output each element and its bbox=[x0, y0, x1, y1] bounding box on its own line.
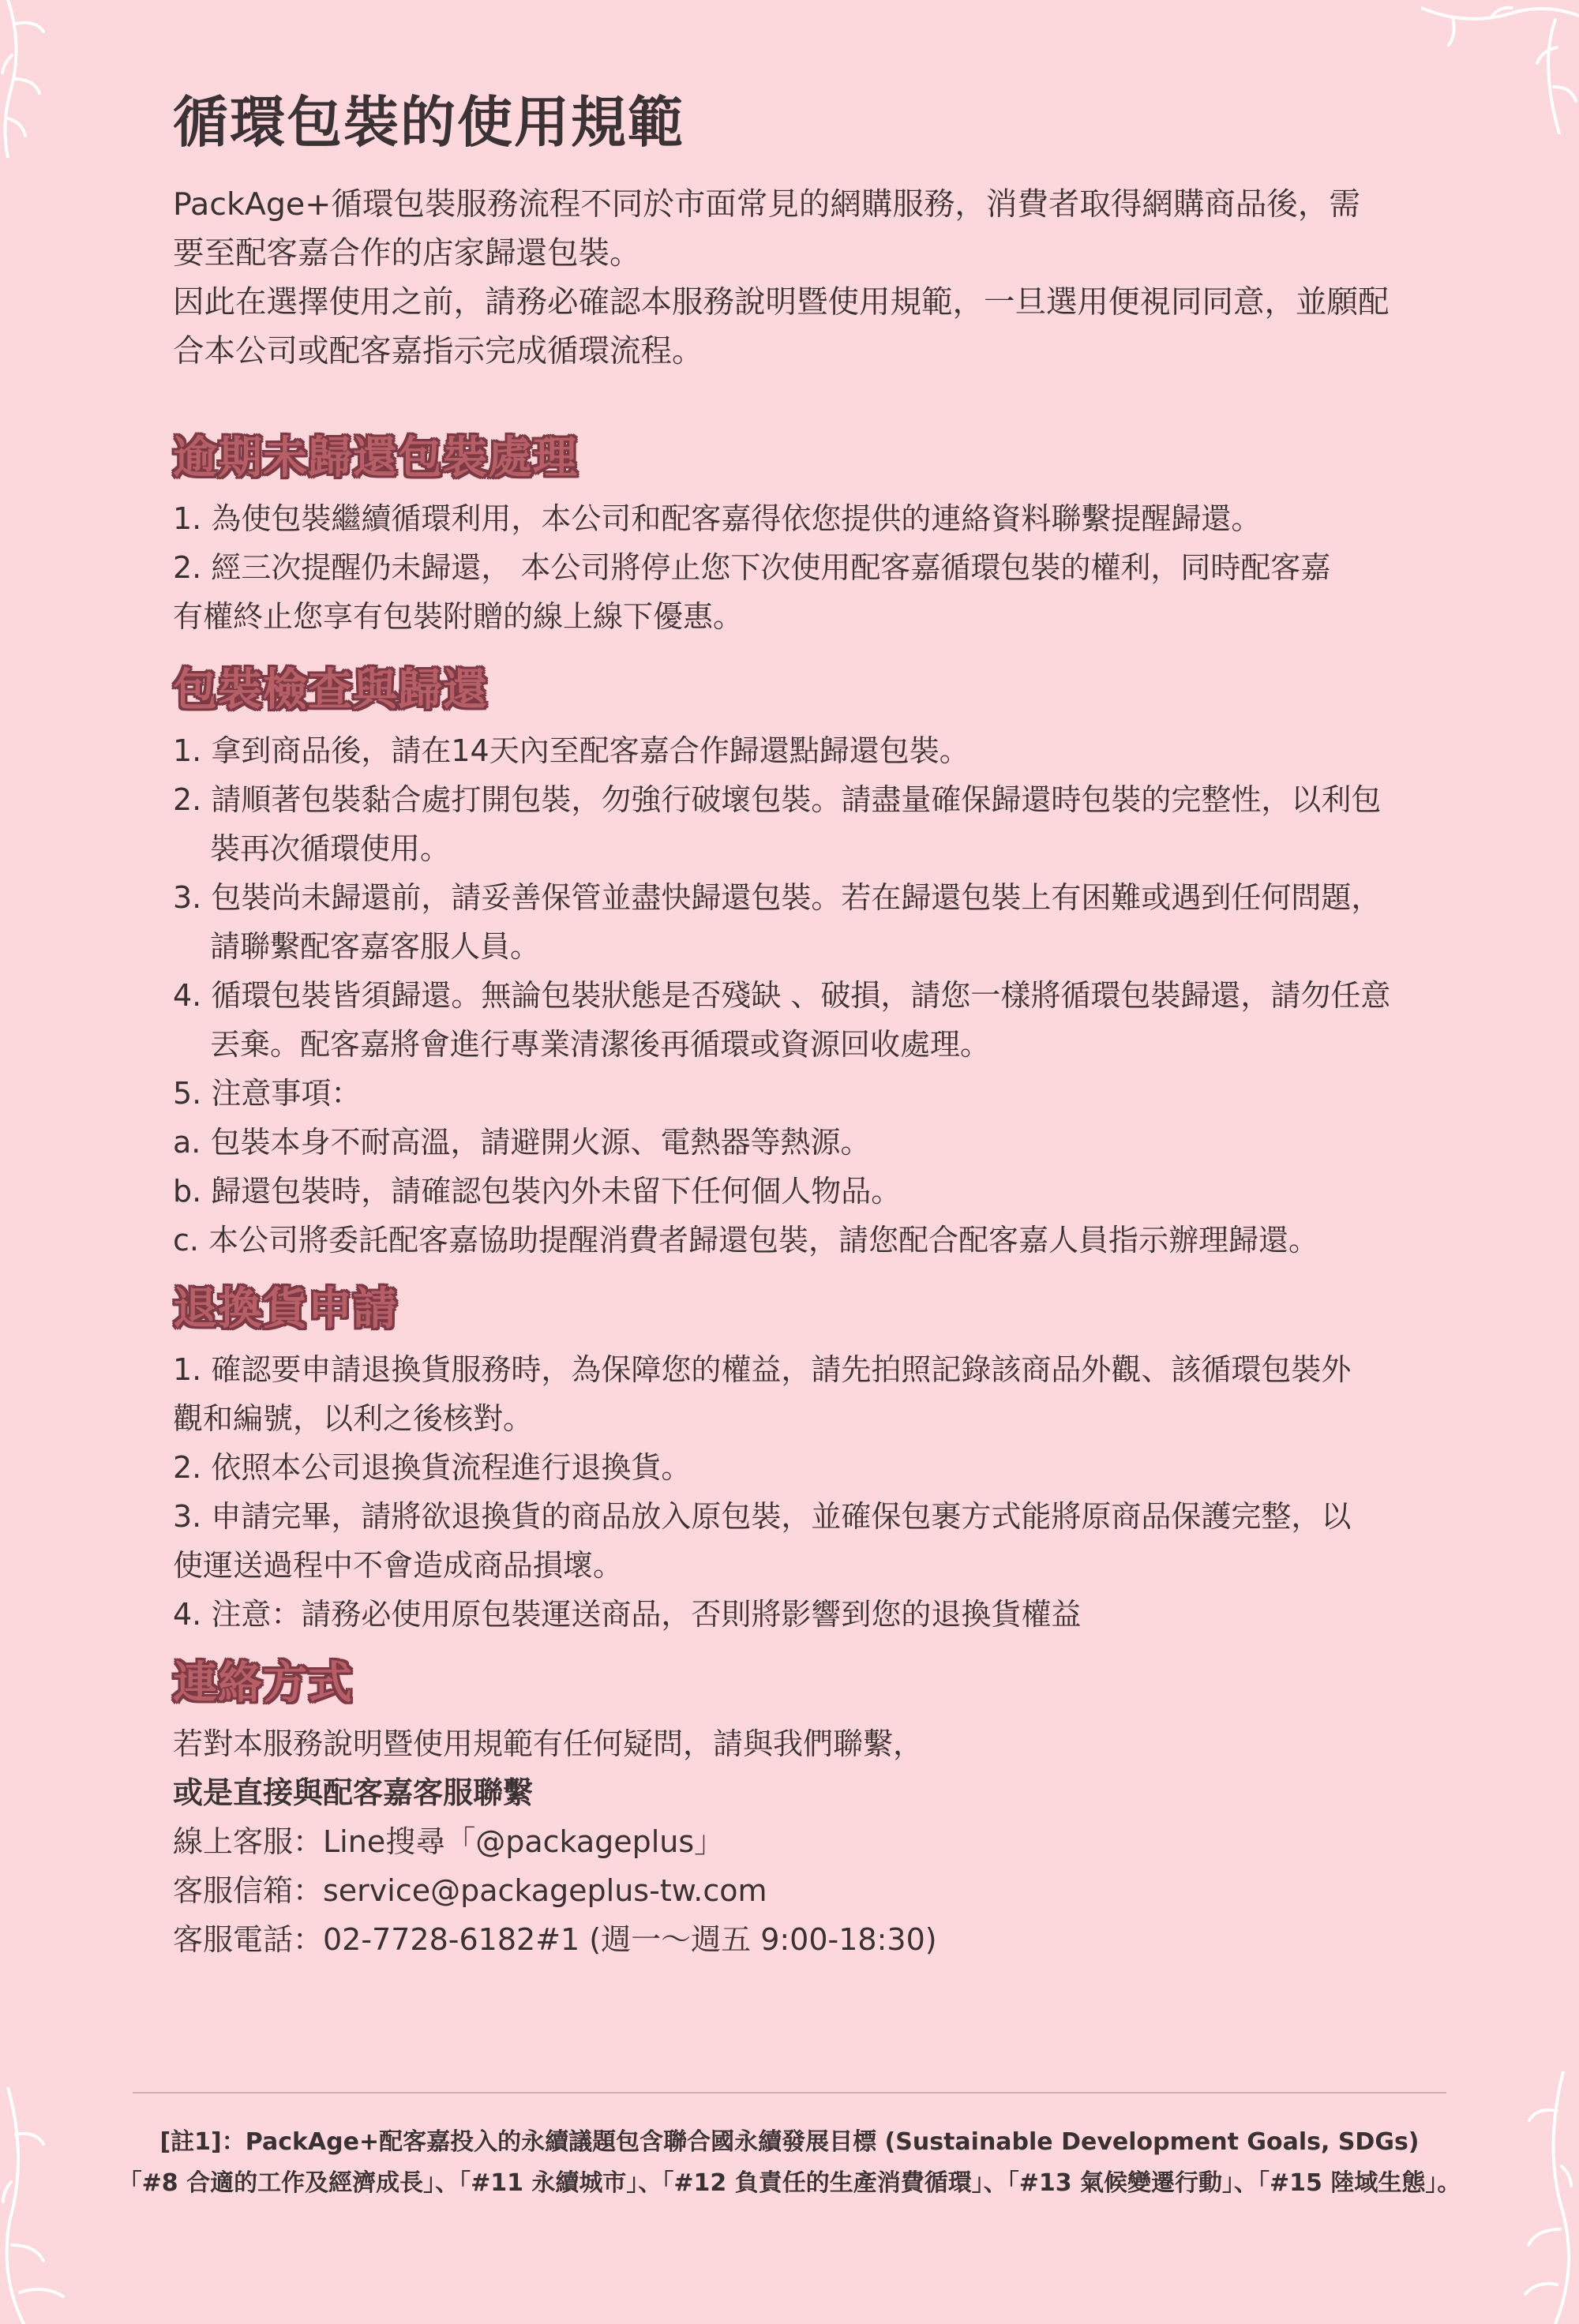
contact-line: 或是直接與配客嘉客服聯繫 bbox=[173, 1775, 534, 1810]
floral-corner-top-right-icon bbox=[1421, 0, 1579, 134]
footnote-line: 「#8 合適的工作及經濟成長」、「#11 永續城市」、「#12 負責任的生產消費循環」、「#13 氣候變遷行動」、「#15 陸域生態」。 bbox=[118, 2169, 1461, 2197]
section-line: 1. 確認要申請退換貨服務時，為保障您的權益，請先拍照記錄該商品外觀、該循環包裝外 bbox=[173, 1352, 1352, 1387]
section-line: 請聯繫配客嘉客服人員。 bbox=[210, 929, 541, 964]
section-line: 使運送過程中不會造成商品損壞。 bbox=[173, 1548, 624, 1583]
page-title: 循環包裝的使用規範 bbox=[173, 90, 684, 155]
section-line: 3. 包裝尚未歸還前，請妥善保管並盡快歸還包裝。若在歸還包裝上有困難或遇到任何問題， bbox=[173, 880, 1382, 915]
section-line: 4. 注意：請務必使用原包裝運送商品，否則將影響到您的退換貨權益 bbox=[173, 1597, 1082, 1632]
section-heading: 逾期未歸還包裝處理 bbox=[173, 433, 578, 484]
document-body bbox=[173, 79, 1436, 1964]
section-line: 3. 申請完畢，請將欲退換貨的商品放入原包裝，並確保包裹方式能將原商品保護完整，以 bbox=[173, 1499, 1352, 1534]
contact-line: 若對本服務說明暨使用規範有任何疑問，請與我們聯繫， bbox=[173, 1726, 924, 1761]
footnotes bbox=[0, 2122, 1579, 2204]
section-line: 1. 拿到商品後，請在14天內至配客嘉合作歸還點歸還包裝。 bbox=[173, 733, 970, 768]
section-heading: 包裝檢查與歸還 bbox=[173, 665, 488, 716]
section-line: a. 包裝本身不耐高溫，請避開火源、電熱器等熱源。 bbox=[173, 1125, 871, 1160]
contact-line-phone: 客服電話：02-7728-6182#1 (週一～週五 9:00-18:30) bbox=[173, 1922, 937, 1957]
footnote-line: [註1]：PackAge+配客嘉投入的永續議題包含聯合國永續發展目標 (Sustainable Development Goals, SDGs) bbox=[159, 2128, 1420, 2156]
section-line: b. 歸還包裝時，請確認包裝內外未留下任何個人物品。 bbox=[173, 1174, 902, 1209]
floral-corner-top-left-icon bbox=[0, 0, 55, 158]
section-line: 觀和編號，以利之後核對。 bbox=[173, 1401, 534, 1436]
intro-line: 因此在選擇使用之前，請務必確認本服務說明暨使用規範，一旦選用便視同同意，並願配 bbox=[173, 284, 1390, 320]
section-line: c. 本公司將委託配客嘉協助提醒消費者歸還包裝，請您配合配客嘉人員指示辦理歸還。 bbox=[173, 1223, 1319, 1258]
section-line: 有權終止您享有包裝附贈的線上線下優惠。 bbox=[173, 599, 744, 634]
section-line: 2. 依照本公司退換貨流程進行退換貨。 bbox=[173, 1450, 692, 1485]
section-overdue-return bbox=[173, 423, 1436, 641]
section-contact bbox=[173, 1648, 1436, 1964]
section-line: 5. 注意事項： bbox=[173, 1076, 362, 1111]
section-inspection-return bbox=[173, 655, 1436, 1265]
section-line: 2. 請順著包裝黏合處打開包裝，勿強行破壞包裝。請盡量確保歸還時包裝的完整性，以利包 bbox=[173, 782, 1382, 817]
contact-line-email: 客服信箱：service@packageplus-tw.com bbox=[173, 1873, 767, 1908]
section-heading: 退換貨申請 bbox=[173, 1284, 398, 1335]
section-line: 2. 經三次提醒仍未歸還， 本公司將停止您下次使用配客嘉循環包裝的權利，同時配客嘉 bbox=[173, 550, 1331, 585]
section-returns-exchange bbox=[173, 1274, 1436, 1639]
section-line: 裝再次循環使用。 bbox=[210, 831, 451, 866]
intro-line: 合本公司或配客嘉指示完成循環流程。 bbox=[173, 333, 703, 369]
section-line: 4. 循環包裝皆須歸還。無論包裝狀態是否殘缺 、破損，請您一樣將循環包裝歸還，請勿任意 bbox=[173, 978, 1391, 1013]
section-line: 1. 為使包裝繼續循環利用，本公司和配客嘉得依您提供的連絡資料聯繫提醒歸還。 bbox=[173, 501, 1262, 536]
footer-divider bbox=[133, 2092, 1446, 2093]
section-heading: 連絡方式 bbox=[173, 1658, 353, 1709]
intro-line: 要至配客嘉合作的店家歸還包裝。 bbox=[173, 235, 641, 272]
contact-line-line: 線上客服：Line搜尋「@packageplus」 bbox=[173, 1824, 725, 1859]
section-line: 丟棄。配客嘉將會進行專業清潔後再循環或資源回收處理。 bbox=[210, 1027, 991, 1062]
intro-line: PackAge+循環包裝服務流程不同於市面常見的網購服務，消費者取得網購商品後，需 bbox=[173, 186, 1360, 223]
intro-paragraph bbox=[173, 180, 1436, 376]
